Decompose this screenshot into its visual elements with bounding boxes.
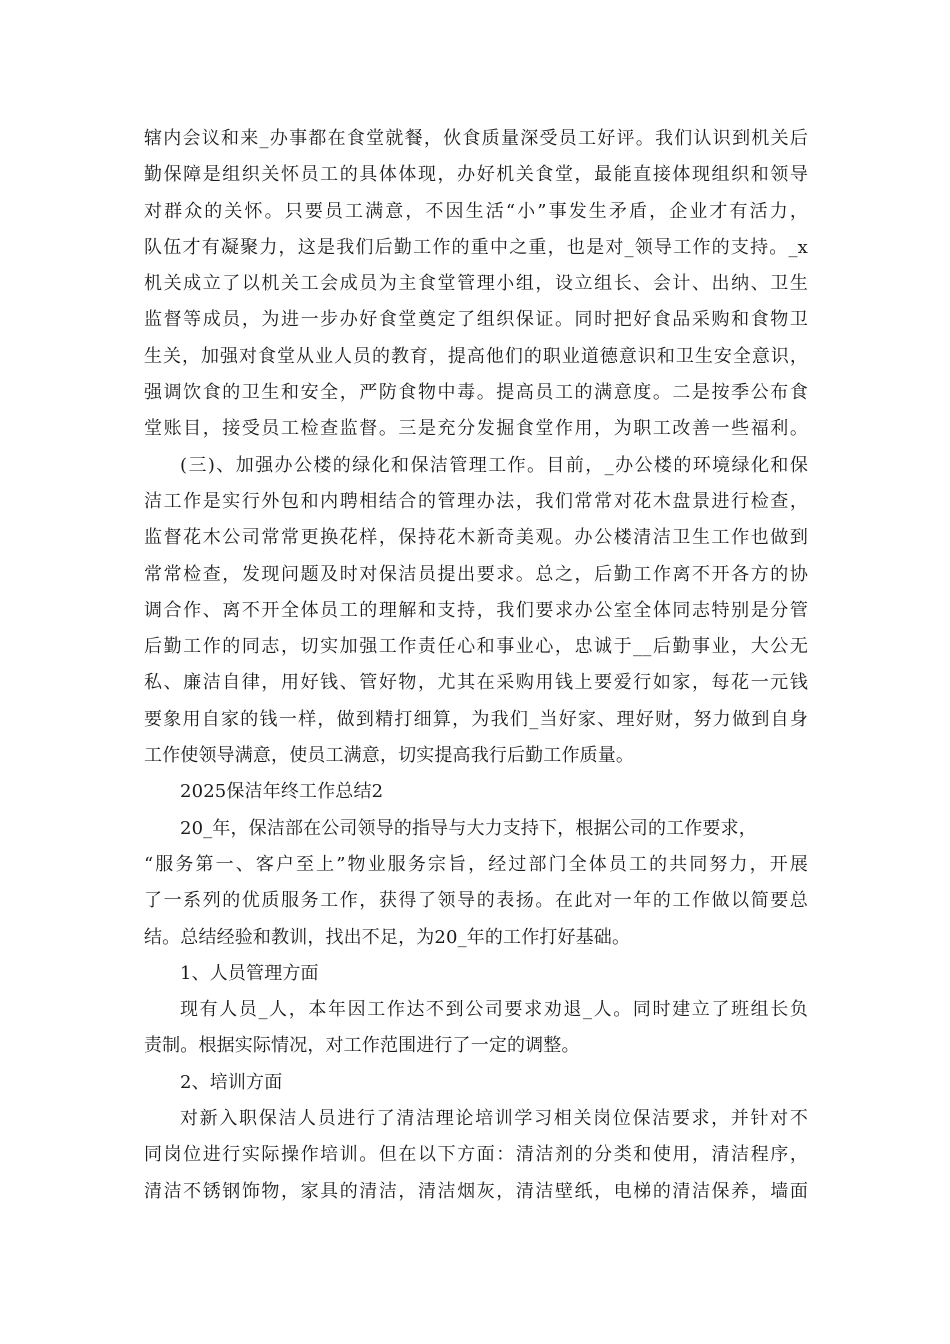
text-line: “服务第一、客户至上”物业服务宗旨，经过部门全体员工的共同努力，开展 xyxy=(144,853,808,875)
text-line: 堂账目，接受员工检查监督。三是充分发掘食堂作用，为职工改善一些福利。 xyxy=(144,418,808,440)
text-line: 2025保洁年终工作总结2 xyxy=(180,781,384,803)
text-line: 对新入职保洁人员进行了清洁理论培训学习相关岗位保洁要求，并针对不 xyxy=(180,1108,808,1130)
text-line: 调合作、离不开全体员工的理解和支持，我们要求办公室全体同志特别是分管 xyxy=(144,599,808,621)
text-line: 机关成立了以机关工会成员为主食堂管理小组，设立组长、会计、出纳、卫生 xyxy=(144,273,808,295)
text-line: 监督花木公司常常更换花样，保持花木新奇美观。办公楼清洁卫生工作也做到 xyxy=(144,527,808,549)
text-line: 1、人员管理方面 xyxy=(180,962,319,984)
text-line: 常常检查，发现问题及时对保洁员提出要求。总之，后勤工作离不开各方的协 xyxy=(144,563,808,585)
text-line: 生关，加强对食堂从业人员的教育，提高他们的职业道德意识和卫生安全意识， xyxy=(144,345,808,367)
text-line: 20_年，保洁部在公司领导的指导与大力支持下，根据公司的工作要求， xyxy=(180,817,757,839)
text-line: 清洁不锈钢饰物，家具的清洁，清洁烟灰，清洁壁纸，电梯的清洁保养，墙面 xyxy=(144,1180,808,1202)
text-line: 要象用自家的钱一样，做到精打细算，为我们_当好家、理好财，努力做到自身 xyxy=(144,708,808,730)
text-line: 对群众的关怀。只要员工满意，不因生活“小”事发生矛盾，企业才有活力， xyxy=(144,200,808,222)
text-line: 强调饮食的卫生和安全，严防食物中毒。提高员工的满意度。二是按季公布食 xyxy=(144,382,808,404)
text-line: 2、培训方面 xyxy=(180,1071,283,1093)
text-line: 同岗位进行实际操作培训。但在以下方面：清洁剂的分类和使用，清洁程序， xyxy=(144,1144,808,1166)
text-line: 结。总结经验和教训，找出不足，为20_年的工作打好基础。 xyxy=(144,926,631,948)
text-line: 辖内会议和来_办事都在食堂就餐，伙食质量深受员工好评。我们认识到机关后 xyxy=(144,128,808,149)
text-line: 监督等成员，为进一步办好食堂奠定了组织保证。同时把好食品采购和食物卫 xyxy=(144,309,808,331)
text-line: 私、廉洁自律，用好钱、管好物，尤其在采购用钱上要爱行如家，每花一元钱 xyxy=(144,672,808,694)
text-line: (三)、加强办公楼的绿化和保洁管理工作。目前，_办公楼的环境绿化和保 xyxy=(180,454,808,476)
text-line: 了一系列的优质服务工作，获得了领导的表扬。在此对一年的工作做以简要总 xyxy=(144,890,808,912)
text-line: 队伍才有凝聚力，这是我们后勤工作的重中之重，也是对_领导工作的支持。_x xyxy=(144,236,808,258)
text-line: 后勤工作的同志，切实加强工作责任心和事业心，忠诚于__后勤事业，大公无 xyxy=(144,636,808,658)
text-line: 现有人员_人，本年因工作达不到公司要求劝退_人。同时建立了班组长负 xyxy=(180,999,808,1021)
text-line: 洁工作是实行外包和内聘相结合的管理办法，我们常常对花木盘景进行检查， xyxy=(144,490,808,512)
document-body xyxy=(144,121,808,1210)
text-line: 勤保障是组织关怀员工的具体体现，办好机关食堂，最能直接体现组织和领导 xyxy=(144,164,808,186)
text-line: 工作使领导满意，使员工满意，切实提高我行后勤工作质量。 xyxy=(144,745,635,767)
text-line: 责制。根据实际情况，对工作范围进行了一定的调整。 xyxy=(144,1035,580,1057)
